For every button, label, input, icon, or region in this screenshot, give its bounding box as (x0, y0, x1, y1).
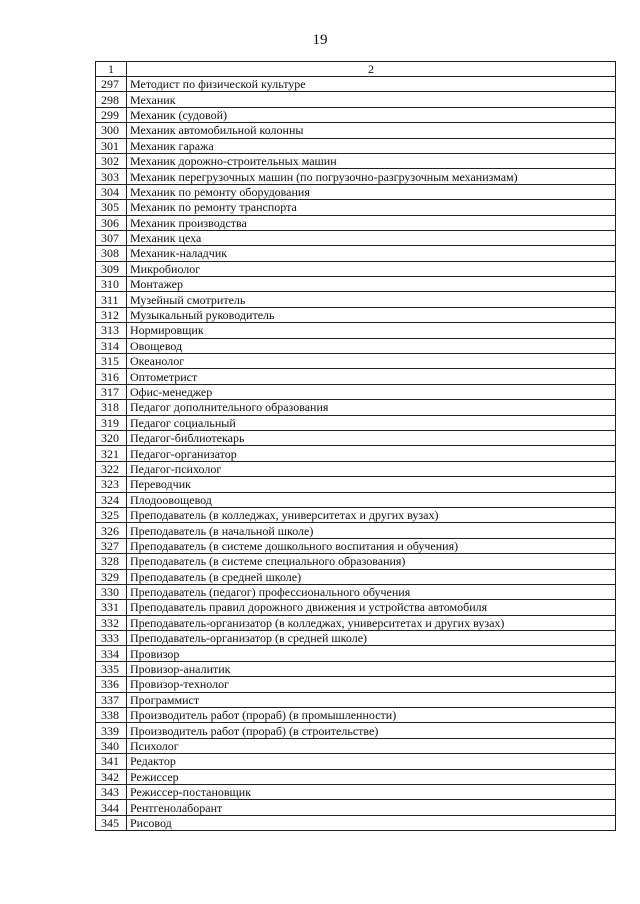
row-number: 333 (96, 631, 127, 646)
row-number: 318 (96, 400, 127, 415)
row-number: 332 (96, 615, 127, 630)
table-row (96, 400, 616, 415)
table-row (96, 784, 616, 799)
occupation-name: Овощевод (127, 338, 616, 353)
row-number: 325 (96, 507, 127, 522)
row-number: 321 (96, 446, 127, 461)
row-number: 299 (96, 107, 127, 122)
table-row (96, 661, 616, 676)
table-row (96, 123, 616, 138)
occupation-name: Программист (127, 692, 616, 707)
occupation-name: Механик производства (127, 215, 616, 230)
occupation-name: Преподаватель (в средней школе) (127, 569, 616, 584)
occupation-name: Провизор (127, 646, 616, 661)
row-number: 298 (96, 92, 127, 107)
table-row (96, 369, 616, 384)
row-number: 334 (96, 646, 127, 661)
occupation-name: Музыкальный руководитель (127, 307, 616, 322)
row-number: 305 (96, 200, 127, 215)
row-number: 314 (96, 338, 127, 353)
table-row (96, 738, 616, 753)
column-header-number: 1 (96, 62, 127, 77)
occupation-name: Методист по физической культуре (127, 77, 616, 92)
occupation-name: Рентгенолаборант (127, 800, 616, 815)
row-number: 312 (96, 307, 127, 322)
occupation-name: Микробиолог (127, 261, 616, 276)
occupation-name: Механик по ремонту транспорта (127, 200, 616, 215)
table-row (96, 754, 616, 769)
row-number: 304 (96, 184, 127, 199)
occupation-name: Нормировщик (127, 323, 616, 338)
occupation-name: Океанолог (127, 354, 616, 369)
table-row (96, 354, 616, 369)
row-number: 340 (96, 738, 127, 753)
occupation-name: Механик (судовой) (127, 107, 616, 122)
row-number: 327 (96, 538, 127, 553)
occupation-name: Оптометрист (127, 369, 616, 384)
row-number: 300 (96, 123, 127, 138)
occupation-name: Производитель работ (прораб) (в промышленности) (127, 708, 616, 723)
row-number: 306 (96, 215, 127, 230)
table-row (96, 600, 616, 615)
occupation-name: Преподаватель-организатор (в колледжах, университетах и других вузах) (127, 615, 616, 630)
table-row (96, 153, 616, 168)
row-number: 330 (96, 584, 127, 599)
row-number: 308 (96, 246, 127, 261)
row-number: 324 (96, 492, 127, 507)
table-row (96, 307, 616, 322)
occupation-name: Механик (127, 92, 616, 107)
table-row (96, 246, 616, 261)
table-row (96, 138, 616, 153)
row-number: 302 (96, 153, 127, 168)
table-row (96, 169, 616, 184)
row-number: 313 (96, 323, 127, 338)
row-number: 297 (96, 77, 127, 92)
table-row (96, 769, 616, 784)
table-row (96, 261, 616, 276)
table-row (96, 569, 616, 584)
row-number: 301 (96, 138, 127, 153)
occupation-name: Режиссер (127, 769, 616, 784)
row-number: 335 (96, 661, 127, 676)
table-row (96, 800, 616, 815)
row-number: 319 (96, 415, 127, 430)
table-row (96, 430, 616, 445)
row-number: 342 (96, 769, 127, 784)
column-header-occupation: 2 (127, 62, 616, 77)
occupation-name: Рисовод (127, 815, 616, 830)
table-row (96, 492, 616, 507)
occupation-name: Преподаватель (в системе специального образования) (127, 554, 616, 569)
table-row (96, 384, 616, 399)
table-header-row (96, 62, 616, 77)
occupation-name: Преподаватель (педагог) профессионального обучения (127, 584, 616, 599)
occupation-name: Механик-наладчик (127, 246, 616, 261)
table-row (96, 584, 616, 599)
table-row (96, 538, 616, 553)
table-row (96, 446, 616, 461)
table-row (96, 338, 616, 353)
occupation-name: Преподаватель (в начальной школе) (127, 523, 616, 538)
table-row (96, 723, 616, 738)
row-number: 323 (96, 477, 127, 492)
table-row (96, 107, 616, 122)
table-row (96, 646, 616, 661)
row-number: 307 (96, 230, 127, 245)
table-row (96, 292, 616, 307)
table-row (96, 323, 616, 338)
occupation-name: Механик дорожно-строительных машин (127, 153, 616, 168)
occupation-name: Режиссер-постановщик (127, 784, 616, 799)
row-number: 331 (96, 600, 127, 615)
occupation-name: Педагог-организатор (127, 446, 616, 461)
row-number: 326 (96, 523, 127, 538)
table-row (96, 708, 616, 723)
table-row (96, 554, 616, 569)
page-number: 19 (312, 32, 328, 48)
table-row (96, 184, 616, 199)
table-row (96, 77, 616, 92)
table-body (96, 77, 616, 831)
occupation-name: Педагог дополнительного образования (127, 400, 616, 415)
occupation-name: Провизор-аналитик (127, 661, 616, 676)
occupation-name: Преподаватель-организатор (в средней школе) (127, 631, 616, 646)
row-number: 329 (96, 569, 127, 584)
occupation-name: Преподаватель (в колледжах, университетах и других вузах) (127, 507, 616, 522)
row-number: 315 (96, 354, 127, 369)
table-row (96, 615, 616, 630)
row-number: 320 (96, 430, 127, 445)
table-row (96, 477, 616, 492)
row-number: 344 (96, 800, 127, 815)
occupation-name: Преподаватель (в системе дошкольного воспитания и обучения) (127, 538, 616, 553)
occupation-name: Производитель работ (прораб) (в строительстве) (127, 723, 616, 738)
occupation-name: Переводчик (127, 477, 616, 492)
row-number: 337 (96, 692, 127, 707)
row-number: 322 (96, 461, 127, 476)
occupation-name: Механик гаража (127, 138, 616, 153)
occupation-name: Провизор-технолог (127, 677, 616, 692)
row-number: 336 (96, 677, 127, 692)
occupation-name: Музейный смотритель (127, 292, 616, 307)
table-row (96, 692, 616, 707)
occupation-name: Педагог-библиотекарь (127, 430, 616, 445)
row-number: 310 (96, 277, 127, 292)
table-row (96, 230, 616, 245)
occupations-table (95, 61, 616, 831)
occupation-name: Педагог-психолог (127, 461, 616, 476)
row-number: 311 (96, 292, 127, 307)
row-number: 338 (96, 708, 127, 723)
table-row (96, 815, 616, 830)
table-row (96, 461, 616, 476)
row-number: 317 (96, 384, 127, 399)
occupation-name: Психолог (127, 738, 616, 753)
occupation-name: Преподаватель правил дорожного движения и устройства автомобиля (127, 600, 616, 615)
table-row (96, 631, 616, 646)
table-row (96, 415, 616, 430)
row-number: 341 (96, 754, 127, 769)
table-row (96, 200, 616, 215)
row-number: 303 (96, 169, 127, 184)
occupation-name: Офис-менеджер (127, 384, 616, 399)
table-row (96, 507, 616, 522)
table-row (96, 215, 616, 230)
row-number: 309 (96, 261, 127, 276)
occupation-name: Педагог социальный (127, 415, 616, 430)
occupation-name: Механик по ремонту оборудования (127, 184, 616, 199)
occupation-name: Плодоовощевод (127, 492, 616, 507)
occupation-name: Механик цеха (127, 230, 616, 245)
occupation-name: Редактор (127, 754, 616, 769)
row-number: 343 (96, 784, 127, 799)
table-row (96, 277, 616, 292)
row-number: 316 (96, 369, 127, 384)
occupation-name: Механик автомобильной колонны (127, 123, 616, 138)
row-number: 345 (96, 815, 127, 830)
occupation-name: Механик перегрузочных машин (по погрузочно-разгрузочным механизмам) (127, 169, 616, 184)
row-number: 339 (96, 723, 127, 738)
occupation-name: Монтажер (127, 277, 616, 292)
row-number: 328 (96, 554, 127, 569)
table-row (96, 523, 616, 538)
table-row (96, 92, 616, 107)
table-row (96, 677, 616, 692)
